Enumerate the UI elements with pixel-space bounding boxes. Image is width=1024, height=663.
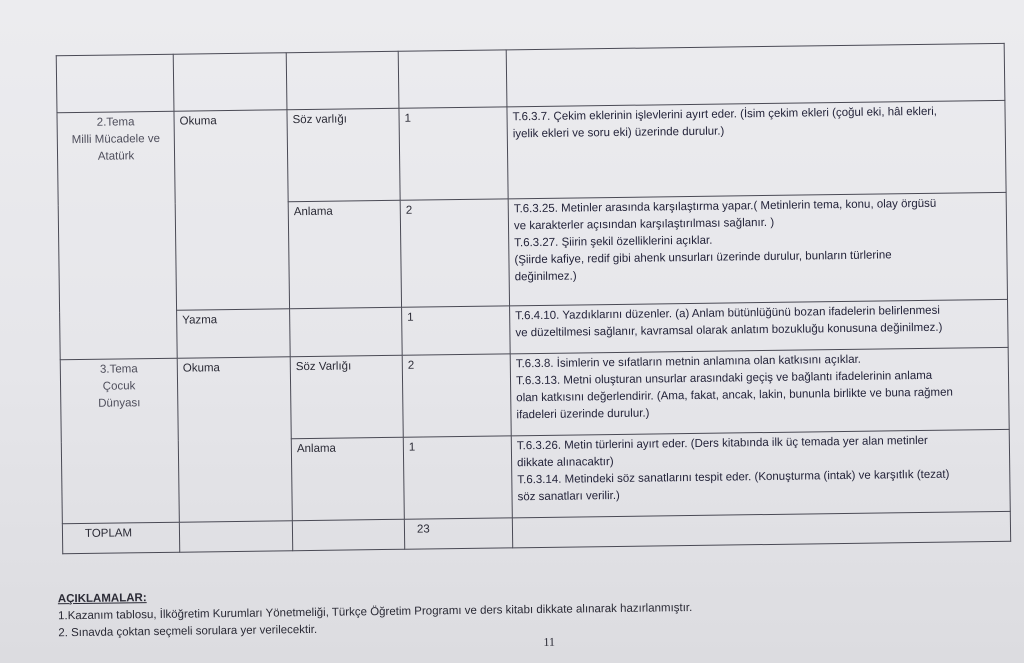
objective-line: T.6.3.8. İsimlerin ve sıfatların metnin anlamına olan katkısını açıklar. (515, 353, 862, 371)
table-row (57, 100, 1006, 204)
objective-line: ifadeleri üzerinde durulur.) (516, 407, 650, 422)
theme-cell (60, 358, 179, 524)
objective-line: T.6.3.14. Metindeki söz sanatlarını tespit eder. (Konuşturma (intak) ve karşıtlık (tezat) (517, 468, 950, 487)
subskill-cell: Anlama (291, 437, 404, 520)
table-row (60, 347, 1009, 441)
objectives-cell (507, 100, 1006, 199)
objectives-cell (510, 299, 1009, 354)
skill-cell: Yazma (177, 309, 291, 358)
header-cell (398, 50, 507, 108)
notes-section (58, 583, 693, 642)
objectives-table (56, 43, 1011, 554)
objective-line: T.6.3.26. Metin türlerini ayırt eder. (Ders kitabında ilk üç temada yer alan metinler (516, 434, 928, 453)
theme-label-line: Atatürk (97, 150, 135, 163)
objectives-cell (508, 192, 1007, 306)
objective-line: (Şiirde kafiye, redif gibi ahenk unsurları üzerinde durulur, bunların türlerine (514, 249, 892, 267)
total-cell (292, 519, 404, 550)
theme-label-line: 2.Tema (96, 116, 135, 129)
objective-line: T.6.3.7. Çekim eklerinin işlevlerini ayırt eder. (İsim çekim ekleri (çoğul eki, hâl ekleri, (512, 105, 937, 124)
objective-line: ve karakterler açısından karşılaştırılması sağlanır. ) (513, 216, 775, 233)
objective-line: dikkate alınacaktır) (517, 456, 614, 470)
objective-line: T.6.3.27. Şiirin şekil özelliklerini açıklar. (514, 234, 713, 250)
note-item: 2. Sınavda çoktan seçmeli sorulara yer verilecektir. (58, 623, 318, 640)
subskill-cell: Söz varlığı (287, 108, 400, 201)
objective-line: söz sanatları verilir.) (517, 489, 620, 504)
skill-cell: Okuma (174, 110, 290, 310)
subskill-cell (290, 307, 403, 356)
note-item: 1.Kazanım tablosu, İlköğretim Kurumları Yönetmeliği, Türkçe Öğretim Programı ve ders kitabı dikkate alınarak hazırlanmıştır. (57, 601, 693, 623)
total-cell (179, 521, 292, 552)
count-cell: 2 (400, 199, 509, 307)
objective-line: olan katkısını değerlendirir. (Ama, fakat, ancak, lakin, bununla birlikte ve buna rağmen (516, 386, 953, 405)
header-cell (56, 54, 174, 113)
count-cell: 2 (402, 354, 511, 437)
subskill-cell: Anlama (288, 200, 401, 308)
count-cell: 1 (403, 436, 512, 519)
theme-label-line: Çocuk (102, 380, 136, 393)
count-cell: 1 (402, 306, 511, 355)
theme-label-line: Dünyası (98, 397, 141, 410)
objectives-cell (511, 429, 1010, 518)
objective-line: T.6.3.13. Metni oluşturan unsurlar arasındaki geçiş ve bağlantı ifadelerinin anlama (515, 369, 933, 388)
count-cell: 1 (399, 107, 508, 200)
objectives-cell (510, 347, 1009, 436)
objective-line: ve düzeltilmesi sağlanır, kavramsal olarak anlatım bozukluğu konusuna değinilmez.) (515, 321, 943, 340)
theme-label-line: 3.Tema (99, 363, 138, 376)
objective-line: T.6.4.10. Yazdıklarını düzenler. (a) Anlam bütünlüğünü bozan ifadelerin belirlenmesi (515, 304, 940, 323)
header-cell (173, 53, 287, 111)
notes-title: AÇIKLAMALAR: (57, 592, 147, 606)
objective-line: T.6.3.25. Metinler arasında karşılaştırma yapar.( Metinlerin tema, konu, olay örgüsü (513, 197, 937, 216)
total-cell (512, 511, 1010, 548)
theme-cell (57, 111, 177, 360)
header-cell (286, 51, 399, 109)
header-cell (506, 43, 1005, 107)
total-value: 23 (404, 518, 512, 549)
total-label: TOPLAM (62, 522, 179, 554)
objective-line: değinilmez.) (514, 270, 577, 284)
page-number: 11 (543, 634, 556, 649)
skill-cell: Okuma (177, 357, 292, 522)
objective-line: iyelik ekleri ve soru eki) üzerinde durulur.) (512, 125, 725, 141)
theme-label-line: Milli Mücadele ve (71, 132, 161, 147)
subskill-cell: Söz Varlığı (290, 355, 403, 438)
